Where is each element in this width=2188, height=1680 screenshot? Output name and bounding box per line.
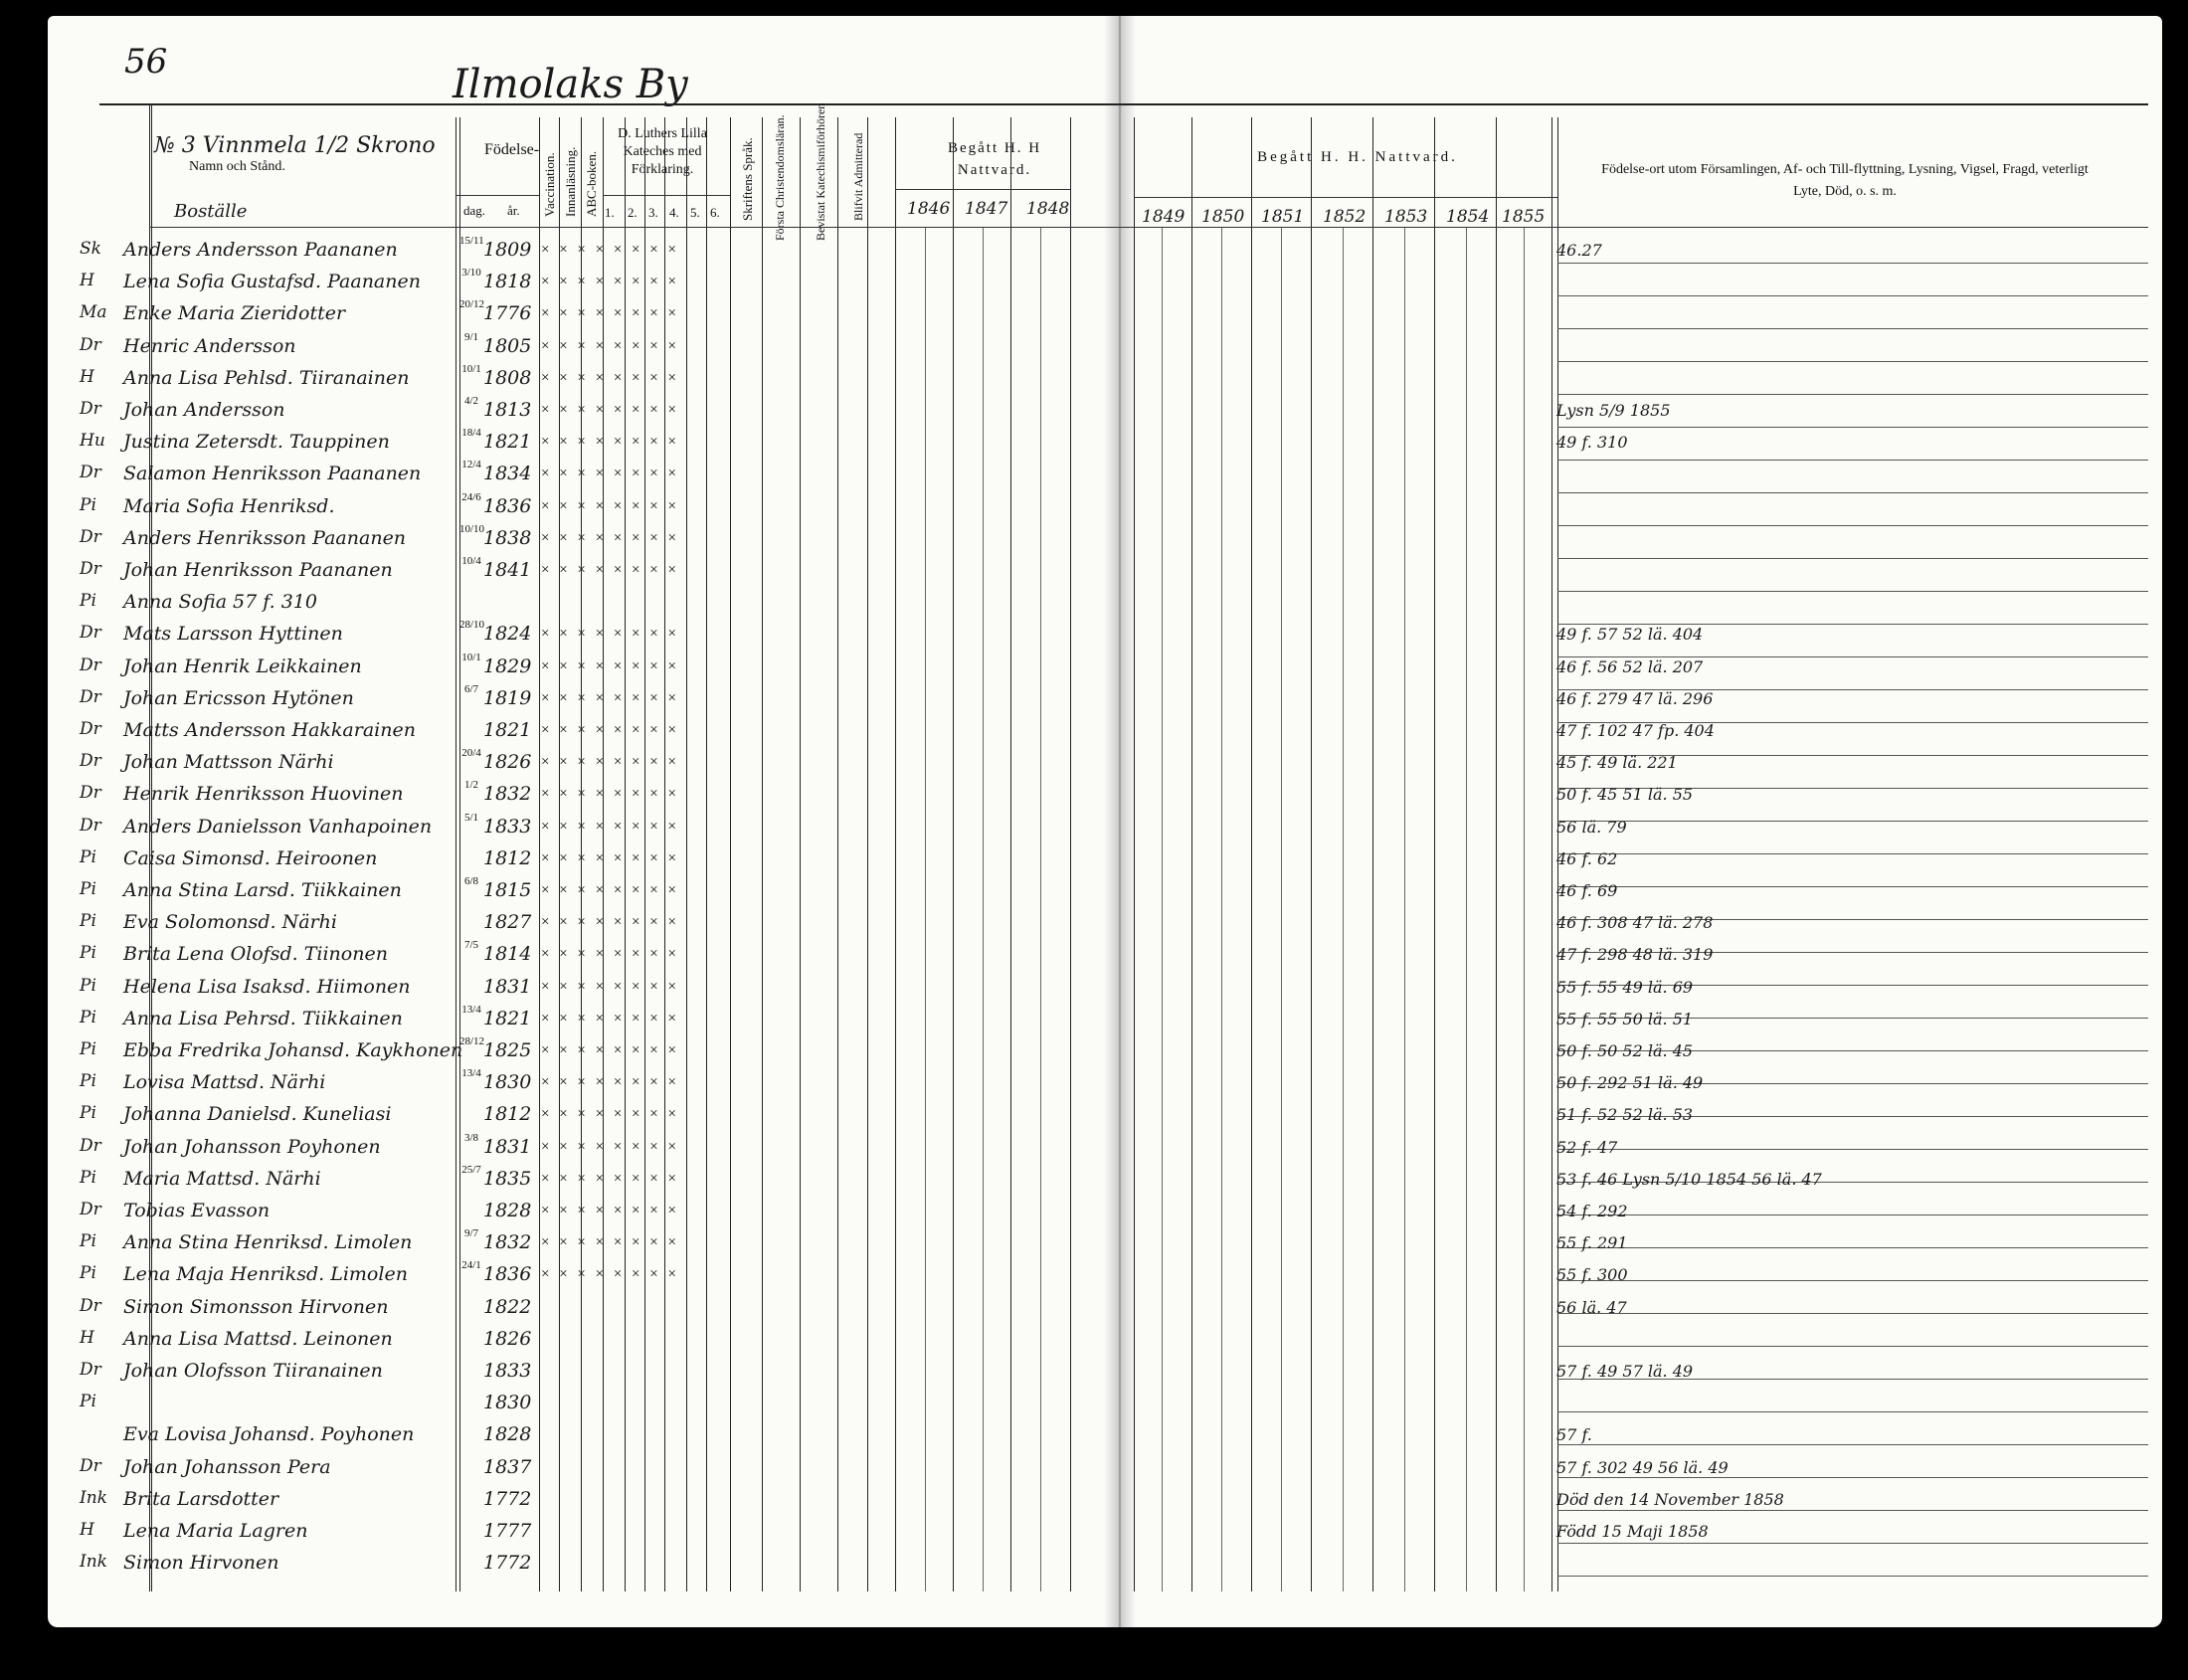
- row-birth-day: 6/8: [463, 875, 479, 887]
- row-birth-day: 1/2: [463, 779, 479, 792]
- row-remark: 46 f. 62: [1556, 848, 1618, 868]
- row-catechism-ticks: × × × × × × × ×: [541, 1106, 679, 1123]
- table-row: [80, 651, 1591, 684]
- table-row: [80, 939, 1591, 972]
- row-name: Lena Maria Lagren: [123, 1520, 308, 1542]
- table-row: [80, 1259, 1591, 1292]
- row-birth-year: 1815: [483, 879, 532, 901]
- row-birth-year: 1819: [483, 686, 532, 709]
- row-name: Lena Sofia Gustafsd. Paananen: [123, 271, 421, 293]
- row-catechism-ticks: × × × × × × × ×: [541, 434, 679, 451]
- table-row: [80, 235, 1591, 268]
- table-row: [80, 1548, 1591, 1581]
- row-status-abbr: Pi: [80, 494, 96, 515]
- row-name: Salamon Henriksson Paananen: [123, 463, 422, 485]
- row-status-abbr: H: [80, 271, 94, 291]
- row-birth-year: 1832: [483, 783, 532, 806]
- row-status-abbr: Dr: [80, 783, 101, 804]
- row-status-abbr: Sk: [80, 239, 101, 259]
- row-catechism-ticks: × × × × × × × ×: [541, 402, 679, 418]
- row-catechism-ticks: × × × × × × × ×: [541, 369, 679, 386]
- table-row: [80, 972, 1591, 1005]
- row-birth-year: 1833: [483, 1360, 532, 1382]
- row-status-abbr: Pi: [80, 591, 96, 612]
- row-status-abbr: Pi: [80, 1167, 96, 1188]
- row-remark: 55 f. 55 49 lä. 69: [1556, 977, 1694, 997]
- row-status-abbr: Pi: [80, 1071, 96, 1092]
- row-birth-day: 15/11: [459, 235, 484, 247]
- abc-header: ABC-boken.: [584, 150, 599, 217]
- page-number: 56: [124, 42, 168, 82]
- row-name: Matts Andersson Hakkarainen: [123, 719, 416, 741]
- row-remark: 49 f. 310: [1556, 433, 1628, 453]
- row-catechism-ticks: × × × × × × × ×: [541, 882, 679, 898]
- row-birth-day: 3/8: [463, 1131, 479, 1144]
- header-rule: [1134, 197, 1557, 198]
- row-birth-day: 5/1: [463, 811, 479, 824]
- village-title: Ilmolaks By: [453, 62, 688, 107]
- row-catechism-ticks: × × × × × × × ×: [541, 946, 679, 963]
- row-birth-year: 1825: [483, 1039, 532, 1061]
- row-status-abbr: Dr: [80, 463, 101, 483]
- row-status-abbr: Dr: [80, 1135, 101, 1156]
- year-1847: 1847: [965, 199, 1008, 219]
- row-remark: 46.27: [1556, 241, 1602, 260]
- table-row: [99, 1419, 1591, 1452]
- table-row: [80, 779, 1591, 812]
- row-birth-year: 1838: [483, 526, 532, 549]
- row-status-abbr: Ma: [80, 302, 107, 323]
- table-row: [80, 619, 1591, 652]
- year-1850: 1850: [1201, 207, 1245, 227]
- row-birth-year: 1821: [483, 1007, 532, 1029]
- year-1848: 1848: [1026, 199, 1070, 219]
- bostalle-label: Boställe: [174, 201, 248, 222]
- row-catechism-ticks: × × × × × × × ×: [541, 1010, 679, 1027]
- row-name: Anders Danielsson Vanhapoinen: [123, 815, 433, 838]
- table-row: [80, 330, 1591, 364]
- row-birth-day: 10/10: [459, 522, 485, 535]
- row-remark: 50 f. 45 51 lä. 55: [1556, 785, 1694, 805]
- year-1851: 1851: [1261, 207, 1305, 227]
- row-birth-year: 1814: [483, 943, 532, 966]
- row-name: Henrik Henriksson Huovinen: [123, 783, 404, 806]
- luther-part-5: 5.: [690, 205, 700, 220]
- luther-part-4: 4.: [669, 205, 679, 220]
- table-row: [80, 1484, 1591, 1517]
- row-birth-day: 13/4: [461, 1067, 481, 1080]
- row-birth-year: 1826: [483, 1327, 532, 1350]
- year-1853: 1853: [1384, 207, 1428, 227]
- row-name: Anna Lisa Pehrsd. Tiikkainen: [123, 1007, 403, 1029]
- birth-column-header: Födelse-: [484, 141, 540, 158]
- table-row: [80, 811, 1591, 844]
- row-catechism-ticks: × × × × × × × ×: [541, 849, 679, 866]
- row-remark: 50 f. 50 52 lä. 45: [1556, 1041, 1694, 1060]
- row-birth-day: 10/1: [461, 651, 481, 663]
- remarks-column: [1547, 235, 2153, 1627]
- row-name: Maria Mattsd. Närhi: [123, 1167, 321, 1190]
- name-column-header: Namn och Stånd.: [189, 159, 285, 174]
- row-name: Lovisa Mattsd. Närhi: [123, 1071, 326, 1094]
- top-rule: [99, 103, 2148, 105]
- row-name: Johan Olofsson Tiiranainen: [123, 1360, 383, 1382]
- row-catechism-ticks: × × × × × × × ×: [541, 1266, 679, 1283]
- row-remark: 46 f. 308 47 lä. 278: [1556, 913, 1714, 933]
- row-remark: 57 f. 49 57 lä. 49: [1556, 1362, 1694, 1381]
- row-name: Johan Mattsson Närhi: [123, 751, 334, 774]
- row-birth-year: 1821: [483, 719, 532, 741]
- row-birth-year: 1831: [483, 975, 532, 998]
- row-remark: 46 f. 56 52 lä. 207: [1556, 656, 1704, 676]
- luther-header: D. Luthers Lilla Kateches med Förklaring.: [618, 126, 707, 177]
- row-status-abbr: Dr: [80, 623, 101, 644]
- row-status-abbr: Dr: [80, 1200, 101, 1219]
- row-name: Henric Andersson: [123, 334, 296, 357]
- vaccination-header: Vaccination.: [542, 152, 557, 217]
- row-catechism-ticks: × × × × × × × ×: [541, 786, 679, 803]
- row-remark: 55 f. 291: [1556, 1233, 1628, 1253]
- luther-part-6: 6.: [710, 205, 720, 220]
- luther-part-3: 3.: [648, 205, 658, 220]
- luther-part-2: 2.: [628, 205, 638, 220]
- row-remark: Född 15 Maji 1858: [1556, 1522, 1709, 1541]
- table-row: [80, 682, 1591, 716]
- row-name: Ebba Fredrika Johansd. Kaykhonen: [123, 1039, 463, 1061]
- row-name: Johanna Danielsd. Kuneliasi: [123, 1103, 392, 1126]
- row-status-abbr: Pi: [80, 1263, 96, 1284]
- row-name: Anna Sofia 57 f. 310: [123, 591, 317, 614]
- row-status-abbr: Dr: [80, 559, 101, 579]
- table-row: [80, 555, 1591, 588]
- row-name: Caisa Simonsd. Heiroonen: [123, 846, 378, 869]
- row-name: Tobias Evasson: [123, 1200, 271, 1221]
- row-status-abbr: Pi: [80, 1103, 96, 1124]
- table-row: [80, 1356, 1591, 1389]
- header-rule: [456, 195, 539, 196]
- row-status-abbr: Hu: [80, 431, 105, 452]
- row-remark: 47 f. 298 48 lä. 319: [1556, 945, 1714, 965]
- row-catechism-ticks: × × × × × × × ×: [541, 562, 679, 578]
- row-name: Johan Henriksson Paananen: [123, 559, 393, 581]
- row-birth-day: 13/4: [461, 1003, 481, 1016]
- row-remark: 55 f. 300: [1556, 1265, 1628, 1285]
- table-row: [80, 1131, 1591, 1165]
- row-name: Anna Stina Henriksd. Limolen: [123, 1231, 413, 1254]
- row-birth-year: 1830: [483, 1071, 532, 1094]
- table-row: [80, 459, 1591, 491]
- row-name: Simon Simonsson Hirvonen: [123, 1295, 389, 1318]
- header-rule: [1557, 227, 2148, 228]
- row-birth-year: 1834: [483, 463, 532, 485]
- row-status-abbr: Pi: [80, 846, 96, 867]
- row-remark: 55 f. 55 50 lä. 51: [1556, 1009, 1694, 1028]
- row-remark: 57 f. 302 49 56 lä. 49: [1556, 1457, 1729, 1477]
- row-status-abbr: Pi: [80, 975, 96, 996]
- table-row: [80, 1292, 1591, 1325]
- row-birth-year: 1812: [483, 1103, 532, 1126]
- table-row: [80, 1067, 1591, 1100]
- row-status-abbr: Pi: [80, 1007, 96, 1027]
- day-header: dag.: [463, 203, 486, 218]
- household-heading: № 3 Vinnmela 1/2 Skrono: [154, 133, 436, 158]
- row-catechism-ticks: × × × × × × × ×: [541, 1074, 679, 1091]
- row-remark: 46 f. 279 47 lä. 296: [1556, 688, 1714, 708]
- row-birth-year: 1835: [483, 1167, 532, 1190]
- table-row: [80, 1227, 1591, 1260]
- row-status-abbr: Dr: [80, 815, 101, 836]
- row-birth-year: 1836: [483, 1263, 532, 1286]
- row-catechism-ticks: × × × × × × × ×: [541, 657, 679, 674]
- row-name: Johan Ericsson Hytönen: [123, 686, 354, 709]
- row-catechism-ticks: × × × × × × × ×: [541, 689, 679, 706]
- row-catechism-ticks: × × × × × × × ×: [541, 1234, 679, 1251]
- row-status-abbr: Dr: [80, 526, 101, 547]
- row-catechism-ticks: × × × × × × × ×: [541, 274, 679, 290]
- row-birth-year: 1772: [483, 1487, 532, 1510]
- row-birth-year: 1841: [483, 559, 532, 581]
- header-rule: [149, 227, 1557, 228]
- begatt-header-left: Begått H. H Nattvard.: [947, 140, 1042, 178]
- row-name: Johan Johansson Poyhonen: [123, 1135, 381, 1158]
- row-birth-year: 1824: [483, 623, 532, 646]
- row-birth-year: 1812: [483, 846, 532, 869]
- row-status-abbr: H: [80, 1520, 94, 1540]
- table-row: [80, 1516, 1591, 1549]
- row-remark: 46 f. 69: [1556, 881, 1618, 900]
- row-remark: 47 f. 102 47 fp. 404: [1556, 721, 1715, 740]
- table-row: [80, 395, 1591, 428]
- table-row: [80, 1099, 1591, 1132]
- row-status-abbr: Dr: [80, 1295, 101, 1316]
- row-remark: 57 f.: [1556, 1425, 1592, 1445]
- table-row: [80, 1035, 1591, 1068]
- row-birth-year: 1776: [483, 302, 532, 325]
- row-birth-day: 10/4: [461, 555, 481, 567]
- row-name: Maria Sofia Henriksd.: [123, 494, 335, 517]
- row-birth-year: 1809: [483, 239, 532, 261]
- ledger-rows: [80, 235, 1591, 1627]
- row-name: Anders Henriksson Paananen: [123, 526, 407, 549]
- blifvit-header: Blifvit Admitterad: [851, 132, 865, 221]
- row-status-abbr: Pi: [80, 1231, 96, 1252]
- row-status-abbr: Pi: [80, 1039, 96, 1059]
- row-catechism-ticks: × × × × × × × ×: [541, 497, 679, 514]
- row-birth-year: 1826: [483, 751, 532, 774]
- row-name: Johan Johansson Pera: [123, 1455, 331, 1478]
- row-birth-year: 1827: [483, 911, 532, 934]
- row-catechism-ticks: × × × × × × × ×: [541, 337, 679, 354]
- table-row: [80, 843, 1591, 876]
- row-birth-day: 24/6: [461, 490, 481, 503]
- row-catechism-ticks: × × × × × × × ×: [541, 466, 679, 482]
- row-remark: 51 f. 52 52 lä. 53: [1556, 1105, 1694, 1125]
- row-birth-year: 1821: [483, 431, 532, 454]
- row-remark: 56 lä. 79: [1556, 817, 1627, 837]
- row-catechism-ticks: × × × × × × × ×: [541, 1138, 679, 1155]
- year-1852: 1852: [1323, 207, 1367, 227]
- row-name: Brita Lena Olofsd. Tiinonen: [123, 943, 388, 966]
- row-birth-year: 1833: [483, 815, 532, 838]
- row-birth-year: 1837: [483, 1455, 532, 1478]
- row-birth-day: 6/7: [463, 682, 479, 695]
- row-name: Mats Larsson Hyttinen: [123, 623, 343, 646]
- row-remark: 54 f. 292: [1556, 1202, 1628, 1220]
- row-birth-year: 1818: [483, 271, 532, 293]
- row-birth-day: 24/1: [461, 1259, 481, 1272]
- row-birth-day: 20/12: [459, 298, 485, 311]
- remarks-header: Födelse-ort utom Församlingen, Af- och Till-flyttning, Lysning, Vigsel, Fragd, veterligt Lyte, Död, o. s. m.: [1601, 162, 2089, 199]
- year-header: år.: [507, 203, 520, 218]
- row-catechism-ticks: × × × × × × × ×: [541, 1203, 679, 1218]
- row-birth-day: 20/4: [461, 747, 481, 760]
- row-birth-day: 25/7: [461, 1163, 481, 1176]
- row-name: Simon Hirvonen: [123, 1552, 279, 1575]
- row-name: Eva Solomonsd. Närhi: [123, 911, 337, 934]
- innanlasning-header: Innanläsning.: [563, 146, 578, 217]
- row-status-abbr: Dr: [80, 686, 101, 707]
- year-1854: 1854: [1446, 207, 1490, 227]
- row-catechism-ticks: × × × × × × × ×: [541, 914, 679, 931]
- row-status-abbr: Dr: [80, 654, 101, 675]
- table-row: [80, 1196, 1591, 1228]
- row-birth-year: 1828: [483, 1423, 532, 1446]
- row-birth-year: 1808: [483, 366, 532, 389]
- row-status-abbr: Pi: [80, 879, 96, 899]
- row-status-abbr: Dr: [80, 1455, 101, 1476]
- table-row: [80, 1003, 1591, 1036]
- table-row: [80, 1452, 1591, 1485]
- skriftens-header: Skriftens Språk.: [740, 137, 755, 221]
- header-rule: [603, 195, 730, 196]
- row-name: Lena Maja Henriksd. Limolen: [123, 1263, 408, 1286]
- row-catechism-ticks: × × × × × × × ×: [541, 754, 679, 771]
- row-remark: Död den 14 November 1858: [1556, 1489, 1784, 1509]
- row-birth-day: 7/5: [463, 939, 479, 952]
- row-catechism-ticks: × × × × × × × ×: [541, 626, 679, 643]
- row-birth-day: 28/10: [459, 619, 485, 632]
- table-row: [80, 1388, 1591, 1420]
- row-name: Anders Andersson Paananen: [123, 239, 398, 261]
- row-remark: 49 f. 57 52 lä. 404: [1556, 625, 1704, 645]
- row-status-abbr: Dr: [80, 1360, 101, 1380]
- row-name: Enke Maria Zieridotter: [123, 302, 346, 325]
- row-birth-year: 1813: [483, 399, 532, 421]
- row-name: Anna Stina Larsd. Tiikkainen: [123, 879, 402, 901]
- row-catechism-ticks: × × × × × × × ×: [541, 305, 679, 322]
- table-row: [80, 747, 1591, 780]
- row-catechism-ticks: × × × × × × × ×: [541, 722, 679, 738]
- begatt-header-right: Begått H. H. Nattvard.: [1257, 149, 1458, 165]
- row-remark: Lysn 5/9 1855: [1556, 401, 1671, 420]
- row-status-abbr: H: [80, 1327, 94, 1348]
- row-status-abbr: Ink: [80, 1552, 107, 1573]
- row-remark: 52 f. 47: [1556, 1137, 1618, 1157]
- row-name: Justina Zetersdt. Tauppinen: [123, 431, 390, 454]
- table-row: [80, 907, 1591, 940]
- row-status-abbr: Pi: [80, 911, 96, 932]
- row-status-abbr: Ink: [80, 1487, 107, 1508]
- row-name: Helena Lisa Isaksd. Hiimonen: [123, 975, 411, 998]
- row-remark: 50 f. 292 51 lä. 49: [1556, 1073, 1704, 1093]
- row-birth-day: 4/2: [463, 395, 479, 407]
- table-row: [80, 715, 1591, 748]
- row-remark: 53 f. 46 Lysn 5/10 1854 56 lä. 47: [1556, 1169, 1822, 1189]
- row-birth-day: 12/4: [461, 459, 481, 471]
- row-status-abbr: Dr: [80, 334, 101, 355]
- table-row: [80, 1163, 1591, 1197]
- row-birth-day: 9/1: [463, 330, 479, 343]
- row-catechism-ticks: × × × × × × × ×: [541, 529, 679, 546]
- row-birth-year: 1777: [483, 1520, 532, 1542]
- header-rule: [895, 189, 1070, 190]
- row-catechism-ticks: × × × × × × × ×: [541, 1170, 679, 1187]
- year-1855: 1855: [1502, 207, 1546, 227]
- row-birth-year: 1836: [483, 494, 532, 517]
- row-birth-year: 1772: [483, 1552, 532, 1575]
- row-name: Anna Lisa Mattsd. Leinonen: [123, 1327, 393, 1350]
- forsta-christen-header: Första Christendomsläran.: [773, 114, 787, 241]
- row-status-abbr: Pi: [80, 1392, 96, 1412]
- row-remark: 56 lä. 47: [1556, 1297, 1627, 1317]
- year-1846: 1846: [907, 199, 951, 219]
- row-catechism-ticks: × × × × × × × ×: [541, 818, 679, 835]
- row-birth-year: 1831: [483, 1135, 532, 1158]
- row-catechism-ticks: × × × × × × × ×: [541, 978, 679, 995]
- row-status-abbr: H: [80, 366, 94, 387]
- table-row: [80, 267, 1591, 299]
- row-name: Anna Lisa Pehlsd. Tiiranainen: [123, 366, 410, 389]
- row-birth-day: 3/10: [461, 267, 481, 280]
- row-catechism-ticks: × × × × × × × ×: [541, 1042, 679, 1058]
- row-catechism-ticks: × × × × × × × ×: [541, 242, 679, 258]
- table-row: [80, 587, 1591, 620]
- table-row: [80, 490, 1591, 524]
- bevistat-header: Bevistat Katechismiförhören: [814, 102, 827, 241]
- table-row: [80, 427, 1591, 460]
- row-name: Johan Andersson: [123, 399, 285, 421]
- table-row: [80, 362, 1591, 396]
- table-row: [80, 1324, 1591, 1357]
- row-status-abbr: Pi: [80, 943, 96, 964]
- luther-part-1: 1.: [605, 205, 615, 220]
- row-name: Johan Henrik Leikkainen: [123, 654, 362, 677]
- row-name: Brita Larsdotter: [123, 1487, 279, 1510]
- row-birth-year: 1805: [483, 334, 532, 357]
- table-row: [80, 522, 1591, 556]
- row-birth-year: 1822: [483, 1295, 532, 1318]
- row-status-abbr: Dr: [80, 751, 101, 772]
- row-birth-year: 1830: [483, 1392, 532, 1414]
- row-birth-day: 9/7: [463, 1227, 479, 1240]
- row-status-abbr: Dr: [80, 399, 101, 419]
- row-status-abbr: Dr: [80, 719, 101, 739]
- row-birth-year: 1828: [483, 1200, 532, 1221]
- row-birth-year: 1829: [483, 654, 532, 677]
- row-birth-day: 10/1: [461, 362, 481, 375]
- row-birth-day: 28/12: [459, 1035, 485, 1047]
- year-1849: 1849: [1142, 207, 1185, 227]
- table-row: [80, 298, 1591, 331]
- row-name: Eva Lovisa Johansd. Poyhonen: [123, 1423, 415, 1446]
- row-remark: 45 f. 49 lä. 221: [1556, 753, 1678, 773]
- table-row: [80, 875, 1591, 908]
- row-birth-day: 18/4: [461, 427, 481, 440]
- row-birth-year: 1832: [483, 1231, 532, 1254]
